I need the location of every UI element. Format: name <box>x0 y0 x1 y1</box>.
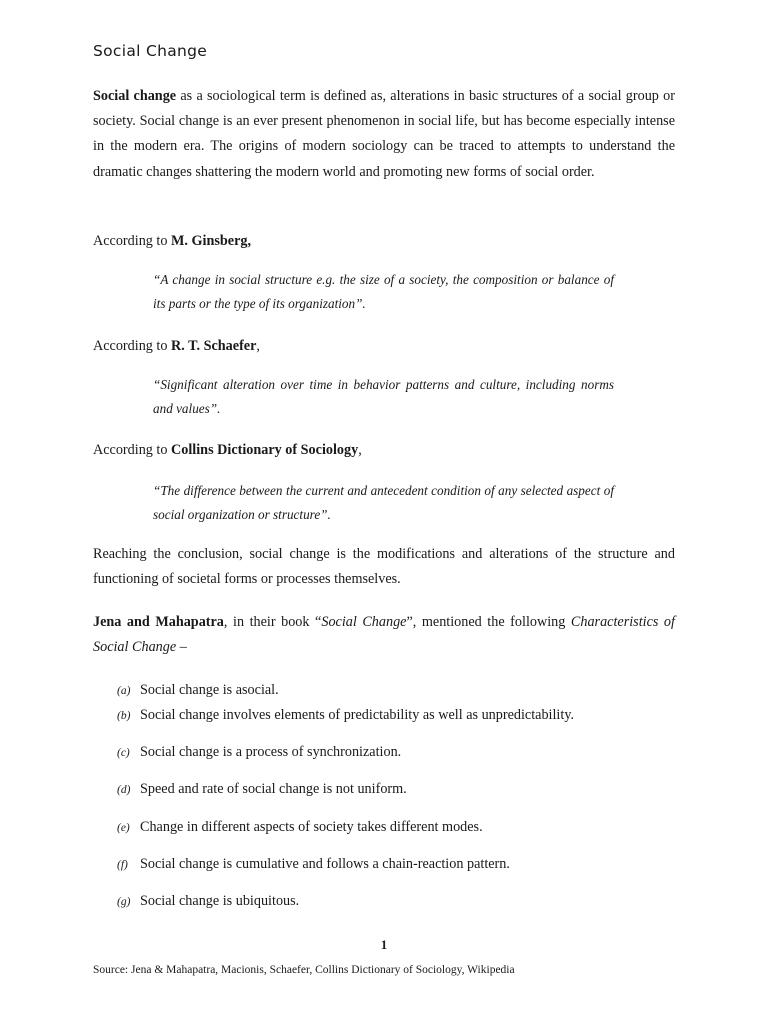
jena-text: , in their book “ <box>223 614 322 630</box>
definition-quote: “The difference between the current and antecedent condition of any selected aspect of social organization or structure”. <box>153 483 614 522</box>
source-footer: Source: Jena & Mahapatra, Macionis, Schaefer, Collins Dictionary of Sociology, Wikipedia <box>93 964 515 976</box>
list-item <box>117 891 299 912</box>
intro-term: Social change <box>93 88 177 104</box>
list-text: Social change is cumulative and follows a chain-reaction pattern. <box>140 856 510 872</box>
definition-author: R. T. Schaefer <box>171 338 257 354</box>
jena-authors: Jena and Mahapatra <box>93 614 224 630</box>
list-item <box>117 680 279 701</box>
definition-author: M. Ginsberg <box>171 233 248 249</box>
list-text: Social change involves elements of predictability as well as unpredictability. <box>140 707 575 723</box>
definition-quote: “A change in social structure e.g. the size of a society, the composition or balance of its parts or the type of its organization”. <box>153 272 614 311</box>
conclusion-paragraph: Reaching the conclusion, social change is the modifications and alterations of the structure and functioning of societal forms or processes themselves. <box>93 546 675 588</box>
list-text: Social change is a process of synchronization. <box>140 744 402 760</box>
list-label: (d) <box>117 784 131 796</box>
definition-prefix: According to <box>93 442 172 458</box>
list-text: Social change is ubiquitous. <box>140 893 300 909</box>
jena-text: ”, mentioned the following <box>406 614 571 630</box>
list-item <box>117 705 574 726</box>
definition-heading <box>93 336 260 356</box>
definition-heading <box>93 440 362 460</box>
definition-suffix: , <box>358 442 362 458</box>
definition-suffix: , <box>256 338 260 354</box>
list-item <box>117 854 510 875</box>
intro-paragraph <box>93 84 675 185</box>
list-label: (a) <box>117 685 131 697</box>
list-item <box>117 817 483 838</box>
definition-heading <box>93 231 251 251</box>
definition-prefix: According to <box>93 338 172 354</box>
characteristics-heading: Characteristics of Social Change – <box>93 614 675 656</box>
jena-paragraph <box>93 610 675 660</box>
intro-text: as a sociological term is defined as, alterations in basic structures of a social group or society. Social change is an ever present phenomenon in social life, but has become especially intense in the modern era. The origins of modern sociology can be traced to attempts to understand the dramatic changes shattering the modern world and promoting new forms of social order. <box>93 88 675 180</box>
list-label: (f) <box>117 859 128 871</box>
page-number: 1 <box>380 937 388 952</box>
definition-quote: “Significant alteration over time in behavior patterns and culture, including norms and values”. <box>153 377 614 416</box>
list-item <box>117 779 407 800</box>
definition-prefix: According to <box>93 233 172 249</box>
list-label: (b) <box>117 710 131 722</box>
definition-suffix: , <box>247 233 252 249</box>
list-text: Social change is asocial. <box>140 682 279 698</box>
book-title: Social Change <box>321 614 407 630</box>
list-item <box>117 742 401 763</box>
list-label: (c) <box>117 747 130 759</box>
list-text: Change in different aspects of society takes different modes. <box>140 819 483 835</box>
definition-author: Collins Dictionary of Sociology <box>171 442 359 458</box>
list-text: Speed and rate of social change is not uniform. <box>140 781 407 797</box>
list-label: (g) <box>117 896 131 908</box>
page-title: Social Change <box>93 42 208 60</box>
list-label: (e) <box>117 822 130 834</box>
